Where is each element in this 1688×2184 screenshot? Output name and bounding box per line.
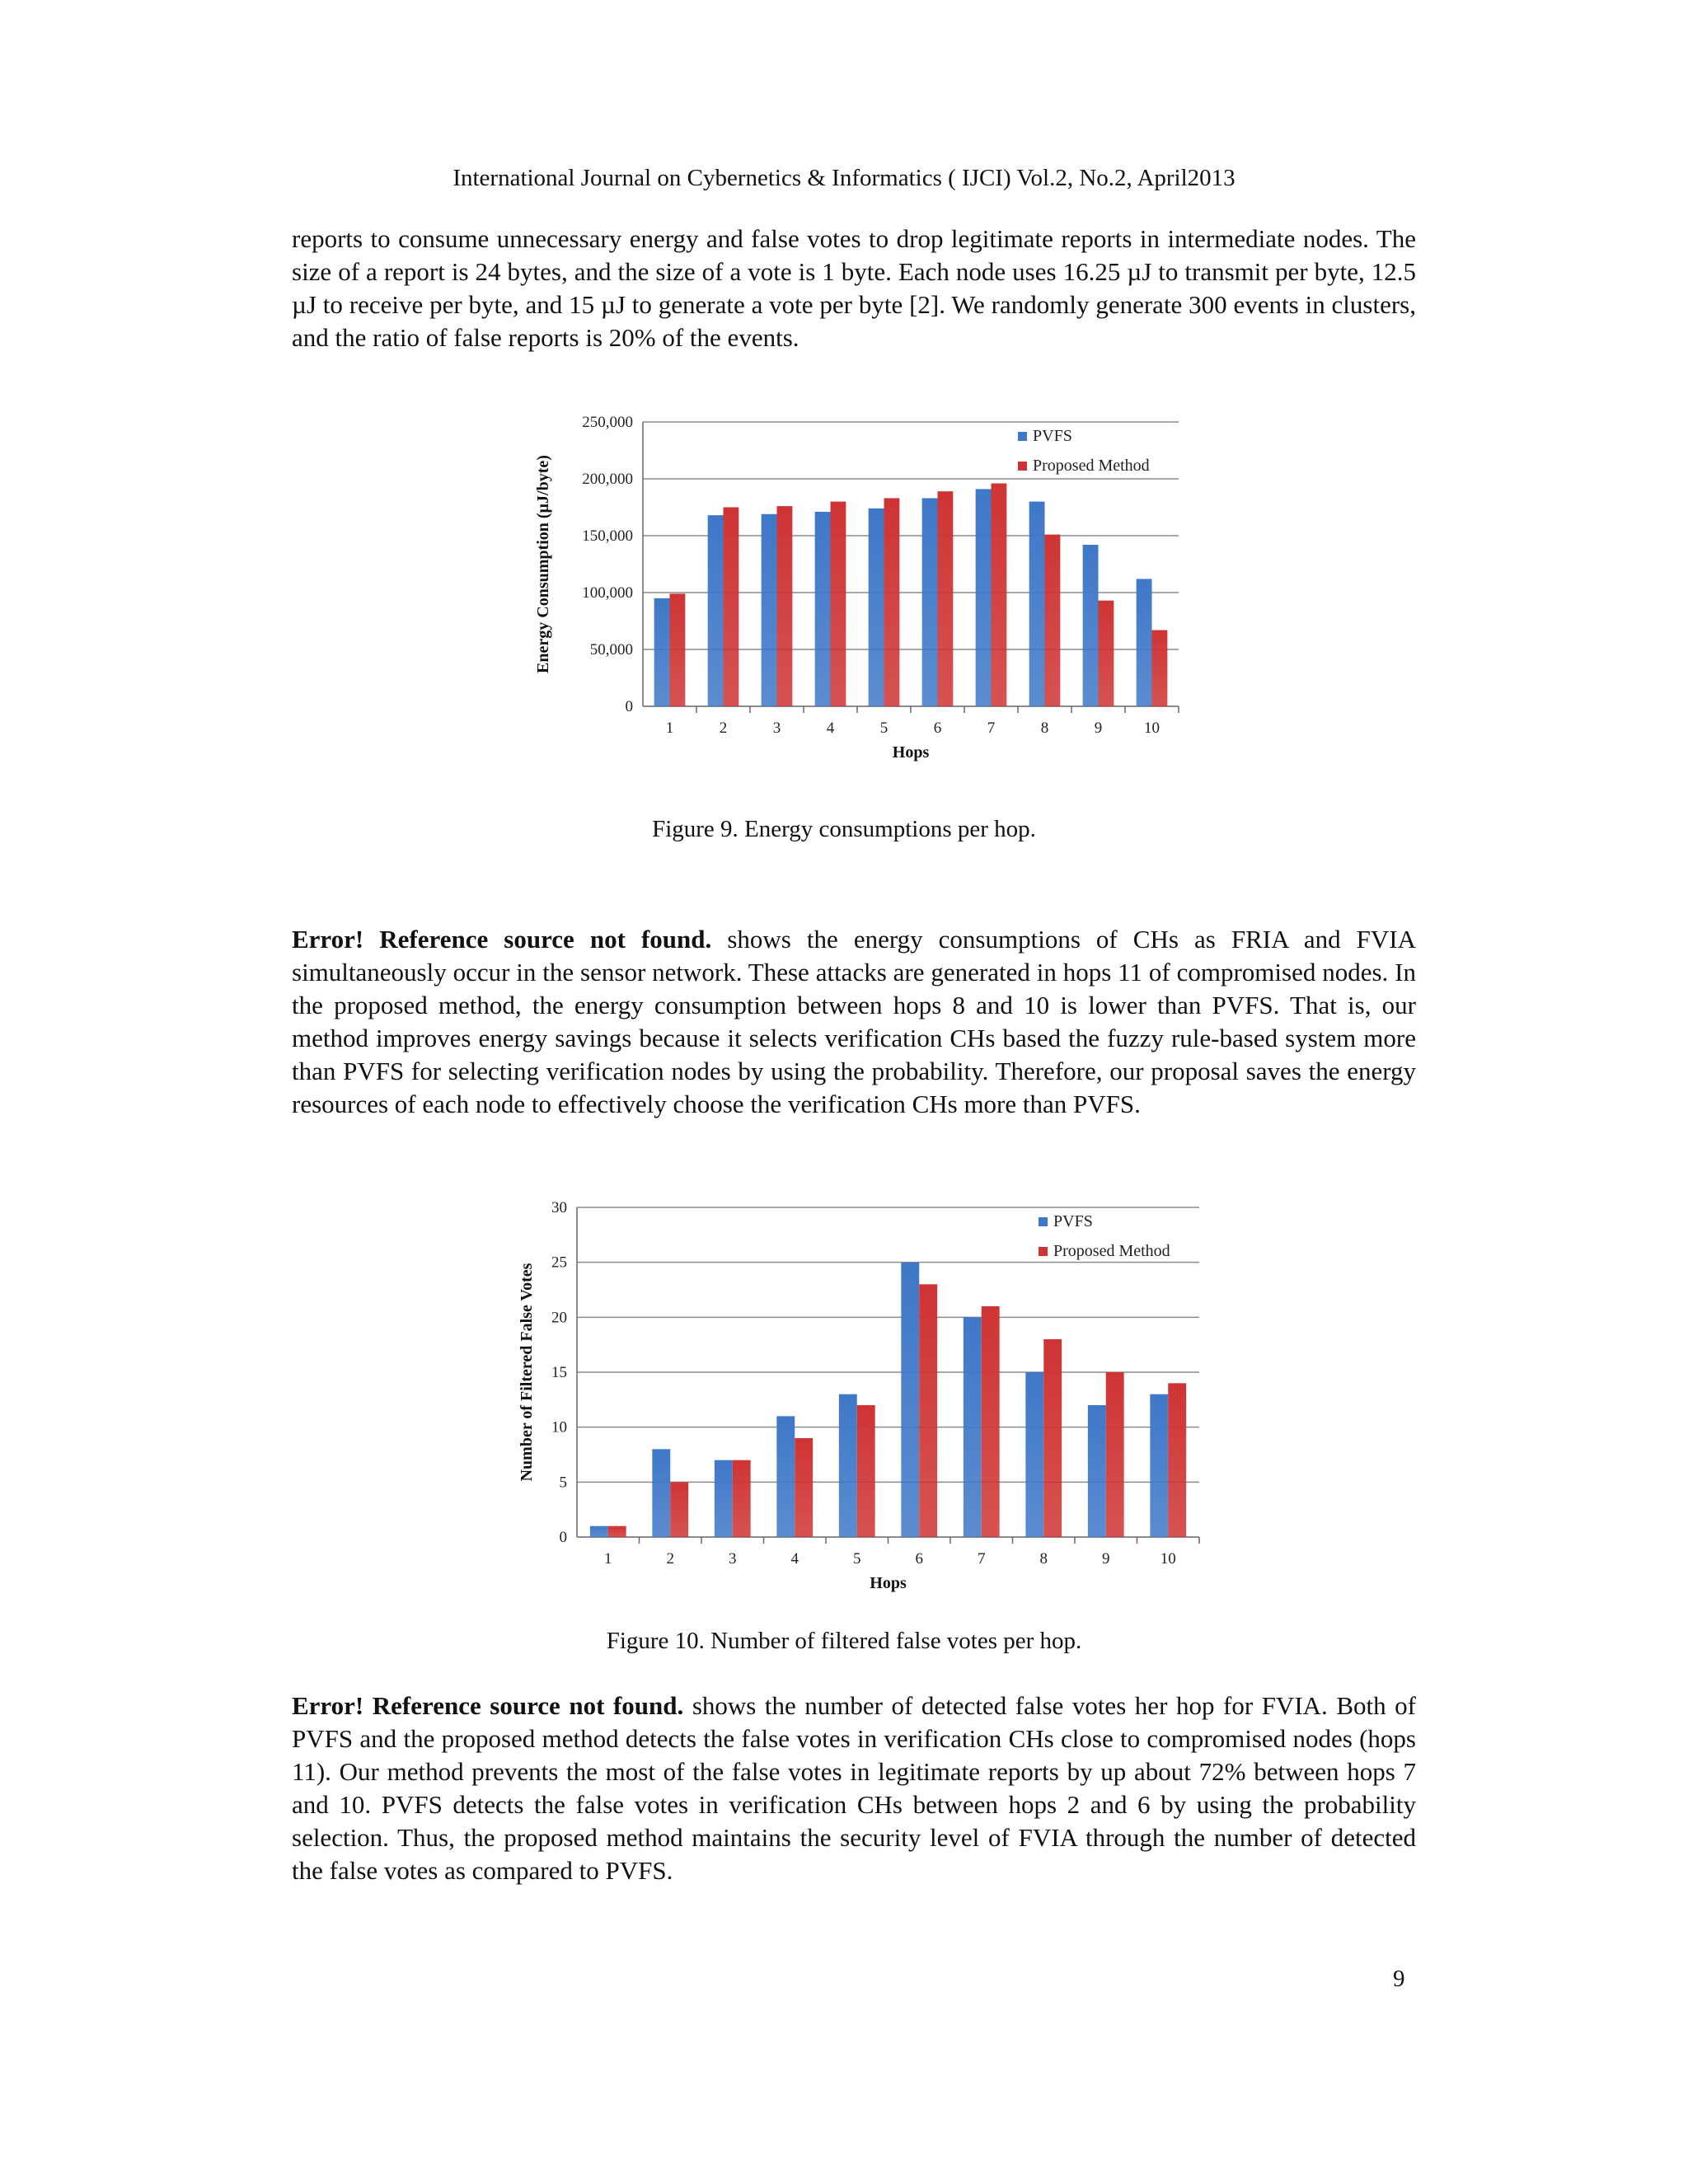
- bar-proposed-hop-6: [919, 1284, 937, 1537]
- x-tick-label: 4: [790, 1550, 799, 1568]
- bar-pvfs-hop-1: [590, 1526, 608, 1537]
- y-tick-label: 100,000: [582, 584, 633, 602]
- x-tick-label: 8: [1040, 719, 1049, 737]
- x-tick-label: 2: [666, 1550, 674, 1568]
- x-tick-label: 7: [978, 1550, 986, 1568]
- bar-proposed-hop-8: [1045, 535, 1061, 706]
- y-tick-label: 200,000: [582, 471, 633, 488]
- legend-label-proposed: Proposed Method: [1053, 1242, 1170, 1260]
- y-tick-label: 30: [551, 1199, 567, 1216]
- bar-proposed-hop-2: [724, 508, 739, 707]
- bar-pvfs-hop-3: [715, 1460, 733, 1537]
- legend-label-pvfs: PVFS: [1053, 1212, 1093, 1230]
- x-tick-label: 5: [879, 719, 889, 737]
- x-tick-label: 9: [1102, 1550, 1110, 1568]
- legend-label-pvfs: PVFS: [1033, 427, 1072, 445]
- legend-swatch-pvfs: [1039, 1217, 1048, 1226]
- y-tick-label: 25: [551, 1254, 567, 1272]
- x-tick-label: 9: [1094, 719, 1103, 737]
- bar-proposed-hop-4: [831, 502, 846, 706]
- bar-proposed-hop-7: [992, 484, 1007, 706]
- y-tick-label: 20: [551, 1309, 567, 1327]
- x-tick-label: 2: [719, 719, 728, 737]
- bar-proposed-hop-5: [884, 498, 900, 706]
- bar-proposed-hop-2: [670, 1482, 688, 1537]
- y-tick-label: 10: [551, 1418, 567, 1436]
- bar-pvfs-hop-2: [652, 1449, 670, 1537]
- paragraph-intro: reports to consume unnecessary energy and false votes to drop legitimate reports in intermediate nodes. The size of a report is 24 bytes, and the size of a vote is 1 byte. Each node uses 16.25 µJ to transmit per byte, 12.5 µJ to receive per byte, and 15 µJ to generate a vote per byte [2]. We randomly generate 300 events in clusters, and the ratio of false reports is 20% of the events.: [292, 224, 1416, 352]
- y-tick-label: 50,000: [589, 641, 633, 658]
- bar-pvfs-hop-8: [1025, 1372, 1043, 1537]
- bar-proposed-hop-1: [670, 593, 686, 706]
- bar-pvfs-hop-4: [776, 1416, 795, 1537]
- bar-proposed-hop-6: [938, 491, 954, 706]
- energy-consumption-chart: [528, 412, 1187, 775]
- y-tick-label: 150,000: [582, 527, 633, 545]
- legend-swatch-proposed: [1018, 462, 1027, 471]
- bar-proposed-hop-10: [1168, 1383, 1186, 1537]
- bar-proposed-hop-9: [1099, 601, 1114, 706]
- x-tick-label: 3: [772, 719, 781, 737]
- x-axis-label: Hops: [892, 743, 930, 762]
- bar-pvfs-hop-9: [1083, 545, 1099, 706]
- x-tick-label: 10: [1160, 1550, 1176, 1568]
- bar-proposed-hop-3: [733, 1460, 751, 1537]
- y-tick-label: 15: [551, 1364, 567, 1381]
- bar-proposed-hop-7: [982, 1306, 1000, 1537]
- figure-9-caption: Figure 9. Energy consumptions per hop.: [652, 816, 1036, 842]
- bar-pvfs-hop-9: [1088, 1405, 1106, 1537]
- y-tick-label: 0: [559, 1529, 567, 1546]
- x-tick-label: 1: [604, 1550, 612, 1568]
- bar-pvfs-hop-6: [901, 1263, 919, 1537]
- bar-pvfs-hop-4: [815, 512, 831, 706]
- reference-error-text: Error! Reference source not found.: [292, 925, 712, 954]
- bar-pvfs-hop-2: [708, 515, 724, 706]
- bar-pvfs-hop-7: [976, 489, 992, 706]
- paragraph-figure-9-discussion: [292, 923, 1416, 1121]
- x-tick-label: 10: [1144, 719, 1160, 737]
- bar-pvfs-hop-3: [762, 514, 777, 706]
- bar-pvfs-hop-10: [1150, 1394, 1168, 1537]
- legend-swatch-proposed: [1039, 1247, 1048, 1256]
- y-tick-label: 0: [625, 698, 633, 715]
- x-axis-label: Hops: [870, 1574, 907, 1592]
- x-tick-label: 7: [987, 719, 996, 737]
- reference-error-text: Error! Reference source not found.: [292, 1691, 684, 1720]
- bar-proposed-hop-3: [777, 506, 793, 706]
- y-axis-label: Number of Filtered False Votes: [518, 1263, 536, 1482]
- filtered-false-votes-chart: [503, 1195, 1228, 1607]
- legend-swatch-pvfs: [1018, 432, 1027, 441]
- bar-proposed-hop-9: [1106, 1372, 1124, 1537]
- paragraph-figure-10-discussion: [292, 1690, 1416, 1887]
- bar-proposed-hop-1: [608, 1526, 626, 1537]
- bar-pvfs-hop-5: [869, 509, 884, 706]
- x-tick-label: 4: [826, 719, 835, 737]
- bar-proposed-hop-8: [1043, 1339, 1062, 1537]
- bar-proposed-hop-5: [857, 1405, 875, 1537]
- y-tick-label: 5: [559, 1474, 567, 1492]
- legend-label-proposed: Proposed Method: [1033, 457, 1150, 475]
- paragraph-body: shows the energy consumptions of CHs as FRIA and FVIA simultaneously occur in the sensor network. These attacks are generated in hops 11 of compromised nodes. In the proposed method, the energy consumption between hops 8 and 10 is lower than PVFS. That is, our method improves energy savings because it selects verification CHs based the fuzzy rule-based system more than PVFS for selecting verification nodes by using the probability. Therefore, our proposal saves the energy resources of each node to effectively choose the verification CHs more than PVFS.: [292, 925, 1416, 1118]
- x-tick-label: 6: [915, 1550, 923, 1568]
- page-number: 9: [1393, 1966, 1405, 1992]
- bar-pvfs-hop-6: [922, 498, 938, 706]
- bar-proposed-hop-10: [1152, 630, 1168, 706]
- x-tick-label: 8: [1039, 1550, 1048, 1568]
- bar-pvfs-hop-10: [1137, 579, 1152, 706]
- bar-pvfs-hop-7: [964, 1317, 982, 1537]
- bar-pvfs-hop-5: [839, 1394, 857, 1537]
- x-tick-label: 5: [853, 1550, 861, 1568]
- bar-proposed-hop-4: [795, 1438, 813, 1537]
- bar-pvfs-hop-8: [1029, 502, 1045, 706]
- x-tick-label: 3: [729, 1550, 737, 1568]
- x-tick-label: 1: [665, 719, 674, 737]
- y-tick-label: 250,000: [582, 414, 633, 431]
- journal-header: International Journal on Cybernetics & Informatics ( IJCI) Vol.2, No.2, April2013: [452, 165, 1236, 191]
- y-axis-label: Energy Consumption (µJ/byte): [534, 455, 552, 673]
- x-tick-label: 6: [933, 719, 942, 737]
- paragraph-body: shows the number of detected false votes her hop for FVIA. Both of PVFS and the proposed method detects the false votes in verification CHs close to compromised nodes (hops 11). Our method prevents the most of the false votes in legitimate reports by up about 72% between hops 7 and 10. PVFS detects the false votes in verification CHs between hops 2 and 6 by using the probability selection. Thus, the proposed method maintains the security level of FVIA through the number of detected the false votes as compared to PVFS.: [292, 1691, 1416, 1885]
- figure-10-caption: Figure 10. Number of filtered false votes per hop.: [606, 1628, 1082, 1654]
- bar-pvfs-hop-1: [654, 598, 670, 706]
